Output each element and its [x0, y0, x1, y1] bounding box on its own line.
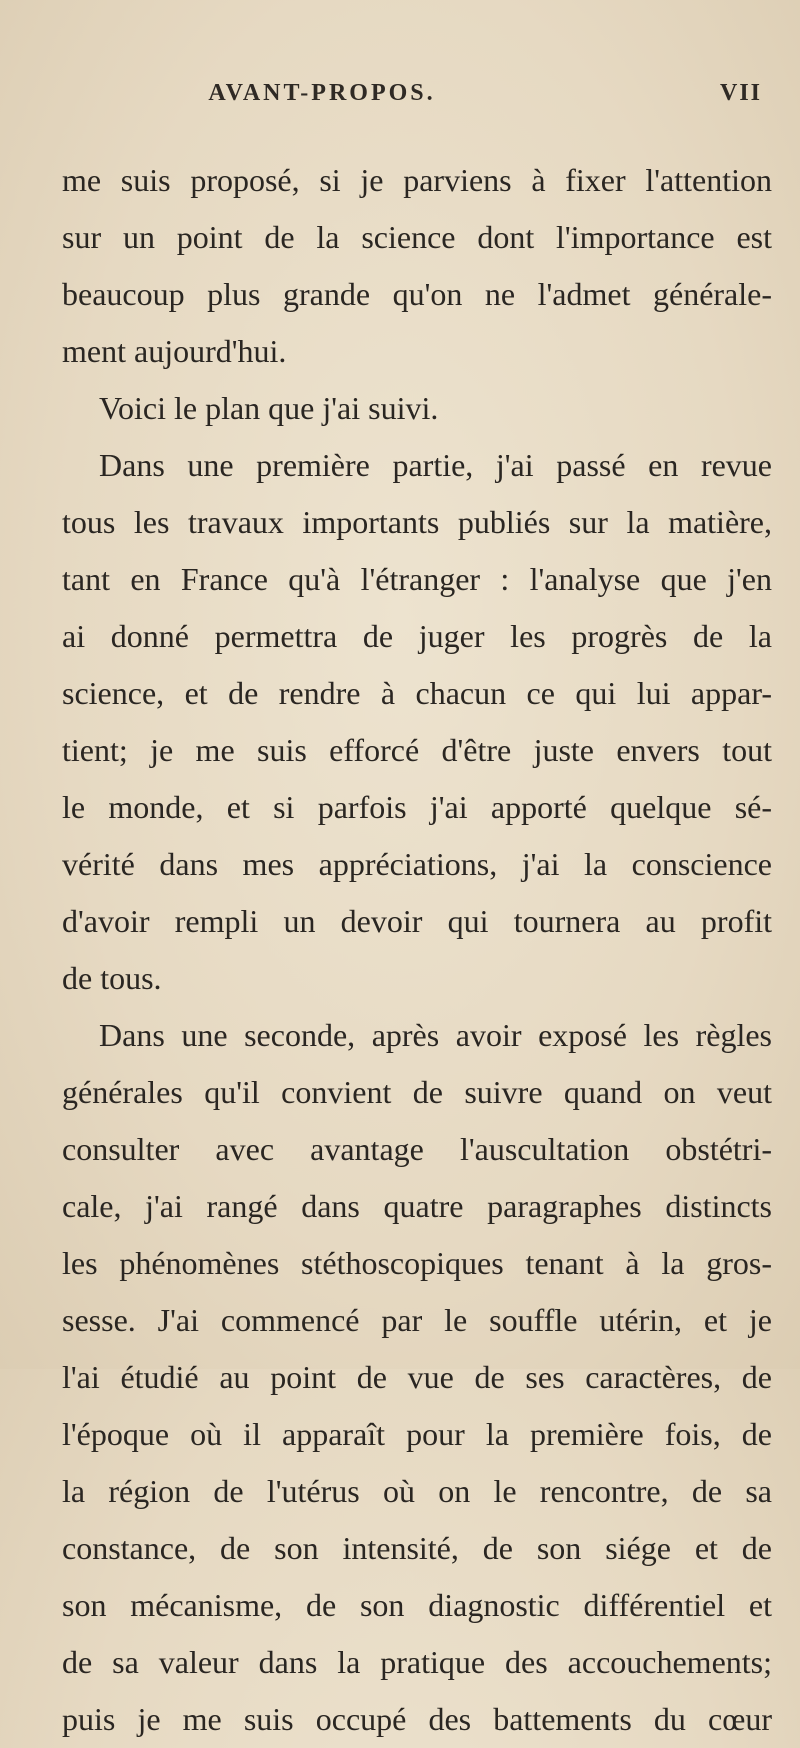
- paragraph-start-line: Voici le plan que j'ai suivi.: [99, 390, 439, 426]
- text-line: consulter avec avantage l'auscultation obstétri-: [62, 1131, 772, 1167]
- text-line: la région de l'utérus où on le rencontre, de sa: [62, 1473, 772, 1509]
- page-number: VII: [719, 80, 762, 106]
- paragraph-start-line: Dans une seconde, après avoir exposé les règles: [99, 1017, 772, 1053]
- text-line: ai donné permettra de juger les progrès de la: [62, 618, 772, 654]
- text-line: d'avoir rempli un devoir qui tournera au profit: [62, 903, 772, 939]
- text-line: tient; je me suis efforcé d'être juste envers tout: [62, 732, 772, 768]
- body-text: [62, 152, 772, 1748]
- text-line: tant en France qu'à l'étranger : l'analyse que j'en: [62, 561, 772, 597]
- text-line: puis je me suis occupé des battements du cœur: [62, 1701, 772, 1737]
- running-head: [62, 80, 762, 120]
- text-line: son mécanisme, de son diagnostic différentiel et: [62, 1587, 772, 1623]
- text-line: me suis proposé, si je parviens à fixer l'attention: [62, 162, 772, 198]
- text-line: de tous.: [62, 960, 162, 996]
- text-line: les phénomènes stéthoscopiques tenant à la gros-: [62, 1245, 772, 1281]
- text-line: l'ai étudié au point de vue de ses caractères, de: [62, 1359, 772, 1395]
- text-line: ment aujourd'hui.: [62, 333, 287, 369]
- text-line: sur un point de la science dont l'importance est: [62, 219, 772, 255]
- text-line: sesse. J'ai commencé par le souffle utérin, et je: [62, 1302, 772, 1338]
- text-line: cale, j'ai rangé dans quatre paragraphes distincts: [62, 1188, 772, 1224]
- text-line: de sa valeur dans la pratique des accouchements;: [62, 1644, 772, 1680]
- text-line: beaucoup plus grande qu'on ne l'admet générale-: [62, 276, 772, 312]
- text-line: l'époque où il apparaît pour la première fois, de: [62, 1416, 772, 1452]
- text-line: constance, de son intensité, de son siége et de: [62, 1530, 772, 1566]
- text-line: le monde, et si parfois j'ai apporté quelque sé-: [62, 789, 772, 825]
- paragraph-start-line: Dans une première partie, j'ai passé en revue: [99, 447, 772, 483]
- running-title: AVANT-PROPOS.: [208, 80, 436, 106]
- text-line: vérité dans mes appréciations, j'ai la conscience: [62, 846, 772, 882]
- text-line: science, et de rendre à chacun ce qui lui appar-: [62, 675, 772, 711]
- text-line: générales qu'il convient de suivre quand on veut: [62, 1074, 772, 1110]
- text-line: tous les travaux importants publiés sur la matière,: [62, 504, 772, 540]
